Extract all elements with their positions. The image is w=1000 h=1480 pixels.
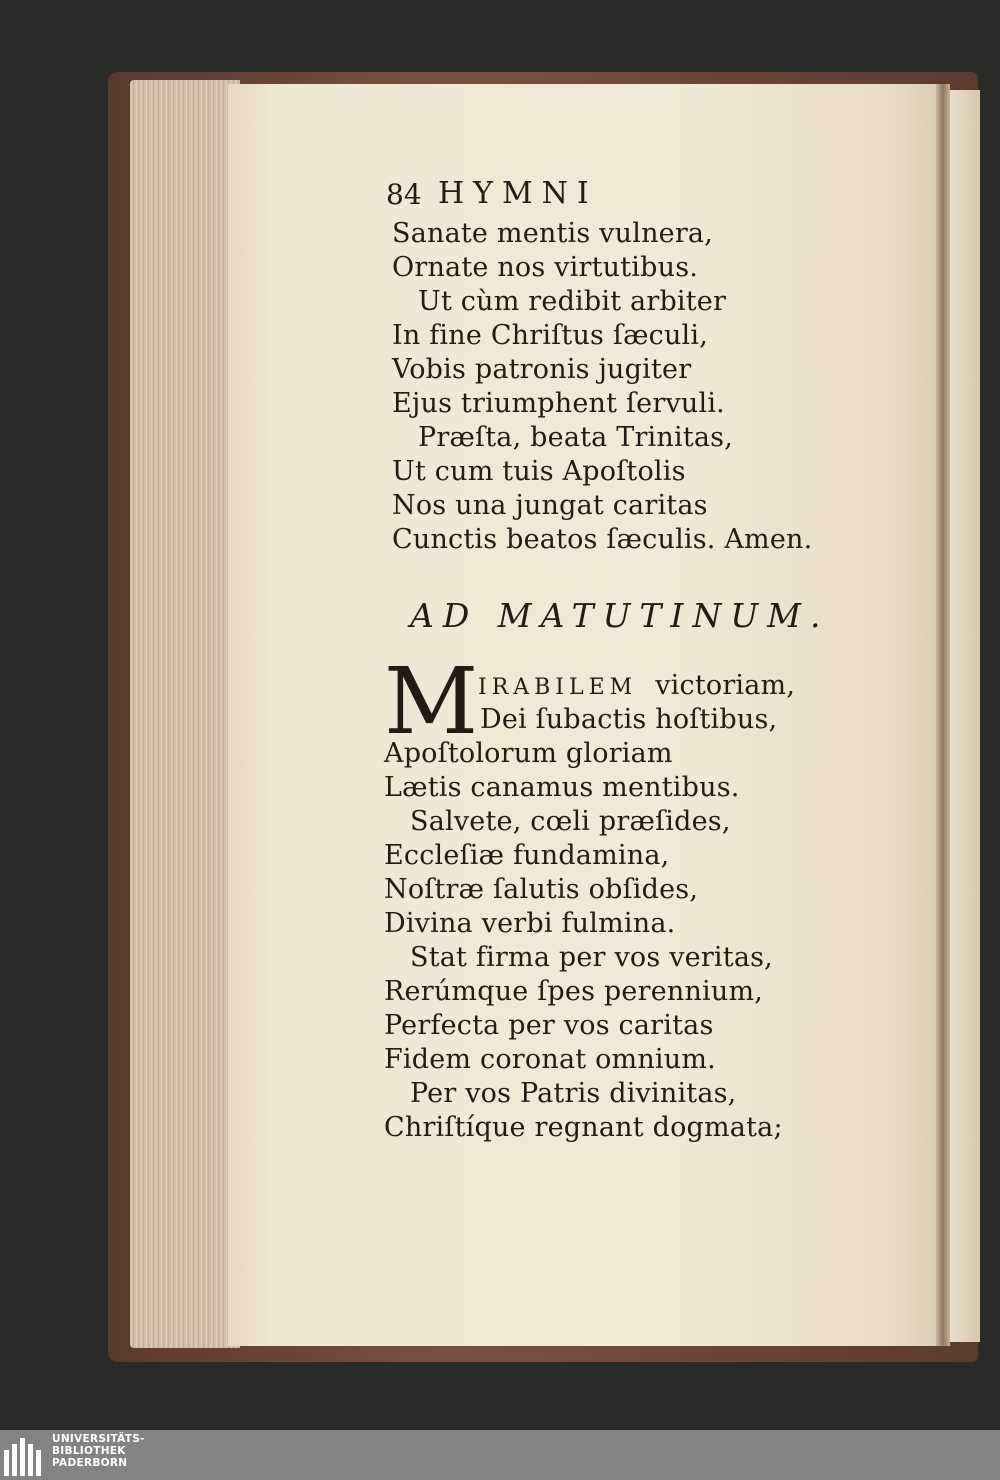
page-number: 84 (386, 178, 422, 211)
verse-line: Salvete, cœli præſides, (410, 806, 731, 837)
section-title: AD MATUTINUM. (410, 596, 830, 635)
verse-line: Ut cùm redibit arbiter (418, 286, 727, 317)
verse-line: Chriſtíque regnant dogmata; (384, 1112, 783, 1143)
verse-line: Per vos Patris divinitas, (410, 1078, 737, 1109)
library-name-line-3: PADERBORN (52, 1457, 128, 1469)
library-name-line-2: BIBLIOTHEK (52, 1445, 126, 1457)
library-logo-icon (4, 1436, 46, 1476)
library-name (52, 1433, 145, 1469)
verse-line: Perfecta per vos caritas (384, 1010, 714, 1041)
verse-line: Noſtræ ſalutis obſides, (384, 874, 699, 905)
running-head: HYMNI (438, 176, 598, 211)
verse-line: Ornate nos virtutibus. (392, 252, 699, 283)
verse-line: Dei ſubactis hoſtibus, (480, 704, 778, 735)
verse-line: Apoſtolorum gloriam (384, 738, 673, 769)
verse-line: Nos una jungat caritas (392, 490, 708, 521)
drop-cap: M (384, 648, 479, 755)
verse-line: Rerúmque ſpes perennium, (384, 976, 764, 1007)
verse-line: Divina verbi fulmina. (384, 908, 676, 939)
first-word-rest: IRABILEM (478, 675, 638, 700)
first-word-smallcaps (478, 670, 795, 701)
verse-line: Ut cum tuis Apoſtolis (392, 456, 686, 487)
verse-line: Ejus triumphent ſervuli. (392, 388, 725, 419)
library-footer (0, 1430, 1000, 1480)
verse-line: Cunctis beatos ſæculis. Amen. (392, 524, 813, 555)
verse-line: In fine Chriſtus ſæculi, (392, 320, 709, 351)
verse-line: Sanate mentis vulnera, (392, 218, 714, 249)
verse-line: Stat firma per vos veritas, (410, 942, 773, 973)
first-line-rest: victoriam, (655, 670, 796, 701)
verse-line: Præſta, beata Trinitas, (418, 422, 734, 453)
verse-line: Eccleſiæ fundamina, (384, 840, 670, 871)
verse-line: Vobis patronis jugiter (392, 354, 692, 385)
verse-line: Fidem coronat omnium. (384, 1044, 716, 1075)
verse-line: Lætis canamus mentibus. (384, 772, 740, 803)
library-name-line-1: UNIVERSITÄTS- (52, 1433, 145, 1445)
